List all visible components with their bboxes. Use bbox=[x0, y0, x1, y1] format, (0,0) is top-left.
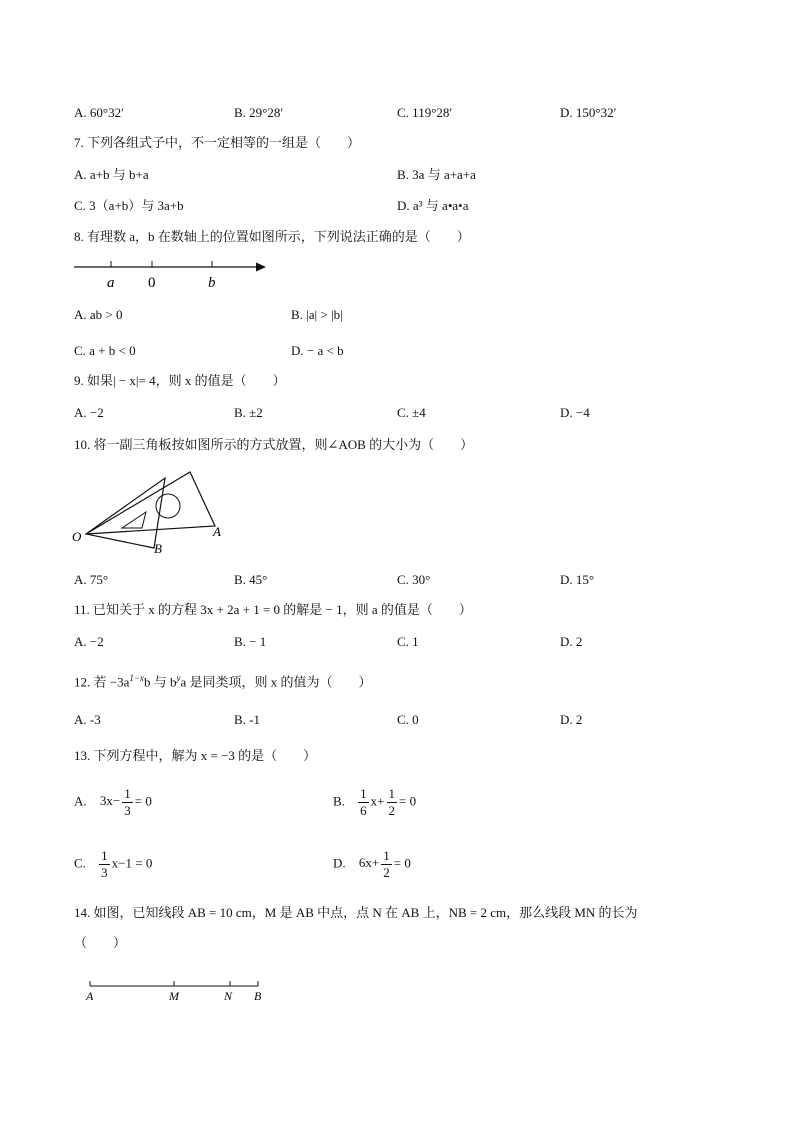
q7-option-d: D. a³ 与 a•a•a bbox=[397, 198, 469, 213]
q13-b-mid: x+ bbox=[370, 793, 385, 809]
q12-stem bbox=[74, 669, 371, 691]
q13-option-b bbox=[333, 786, 416, 819]
q12-option-a: A. -3 bbox=[74, 712, 101, 727]
q13-option-a bbox=[74, 786, 152, 819]
q10-option-b: B. 45° bbox=[234, 572, 268, 587]
q8-option-b: B. |a| > |b| bbox=[291, 307, 343, 322]
q12-exponent-2: y bbox=[176, 673, 181, 683]
q12-stem-pre: 12. 若 −3a bbox=[74, 674, 130, 690]
q13-a-fraction: $\frac{1}{3}$ bbox=[124, 786, 131, 818]
q6-option-c: C. 119°28′ bbox=[397, 105, 453, 120]
q11-option-a: A. −2 bbox=[74, 634, 104, 649]
small-triangle-outline bbox=[86, 478, 165, 548]
q13-c-fraction: $\frac{1}{3}$ bbox=[101, 848, 108, 880]
q8-stem: 8. 有理数 a，b 在数轴上的位置如图所示，下列说法正确的是（ ） bbox=[74, 229, 470, 244]
circle-cutout bbox=[156, 494, 180, 518]
q7-option-b: B. 3a 与 a+a+a bbox=[397, 167, 476, 182]
q13-a-post: = 0 bbox=[134, 793, 152, 809]
q13-c-post: x−1 = 0 bbox=[111, 855, 153, 871]
q8-option-d: D. − a < b bbox=[291, 343, 344, 358]
q8-option-a: A. ab > 0 bbox=[74, 307, 123, 322]
big-triangle-outline bbox=[86, 472, 215, 534]
q8-option-c: C. a + b < 0 bbox=[74, 343, 136, 358]
inner-triangle-cutout bbox=[122, 512, 146, 528]
q10-option-c: C. 30° bbox=[397, 572, 431, 587]
q10-option-a: A. 75° bbox=[74, 572, 109, 587]
q9-option-d: D. −4 bbox=[560, 405, 590, 420]
q13-c-label: C. bbox=[74, 855, 86, 871]
q13-b-post: = 0 bbox=[399, 793, 417, 809]
q13-a-pre: 3x− bbox=[99, 793, 121, 809]
q10-option-d: D. 15° bbox=[560, 572, 595, 587]
label-b: B bbox=[254, 989, 262, 1003]
arrow-head-icon bbox=[256, 263, 266, 272]
line-segment-figure bbox=[82, 978, 272, 1006]
label-b: b bbox=[208, 275, 216, 291]
q9-option-b: B. ±2 bbox=[234, 405, 263, 420]
label-zero: 0 bbox=[148, 275, 156, 291]
q14-stem-continued: （ ） bbox=[74, 935, 127, 950]
label-a: A bbox=[86, 989, 94, 1003]
q12-option-c: C. 0 bbox=[397, 712, 419, 727]
q12-option-d: D. 2 bbox=[560, 712, 583, 727]
label-o: O bbox=[72, 529, 82, 544]
q9-option-a: A. −2 bbox=[74, 405, 104, 420]
q7-option-c: C. 3（a+b）与 3a+b bbox=[74, 198, 184, 213]
q11-option-b: B. − 1 bbox=[234, 634, 267, 649]
q6-option-d: D. 150°32′ bbox=[560, 105, 617, 120]
q6-option-a: A. 60°32′ bbox=[74, 105, 124, 120]
q11-option-c: C. 1 bbox=[397, 634, 419, 649]
label-a: a bbox=[107, 275, 115, 291]
q13-b-fraction-2: $\frac{1}{2}$ bbox=[388, 786, 396, 818]
label-b: B bbox=[154, 541, 162, 556]
q13-stem: 13. 下列方程中，解为 x = −3 的是（ ） bbox=[74, 748, 317, 763]
q13-b-label: B. bbox=[333, 793, 345, 809]
q13-d-fraction: $\frac{1}{2}$ bbox=[383, 848, 390, 880]
q12-stem-mid: b 与 b bbox=[143, 674, 177, 690]
triangle-ruler-figure bbox=[70, 466, 240, 560]
q12-stem-post: a 是同类项，则 x 的值为（ ） bbox=[180, 674, 372, 690]
q12-option-b: B. -1 bbox=[234, 712, 260, 727]
label-n: N bbox=[224, 989, 233, 1003]
q13-a-label: A. bbox=[74, 793, 87, 809]
q13-option-c bbox=[74, 848, 152, 881]
q11-stem: 11. 已知关于 x 的方程 3x + 2a + 1 = 0 的解是 − 1，则 a 的值是（ ） bbox=[74, 602, 472, 617]
q7-stem: 7. 下列各组式子中，不一定相等的一组是（ ） bbox=[74, 135, 361, 150]
q12-exponent-1: 1−x bbox=[129, 673, 144, 683]
q11-option-d: D. 2 bbox=[560, 634, 583, 649]
q13-d-post: = 0 bbox=[393, 855, 411, 871]
q7-option-a: A. a+b 与 b+a bbox=[74, 167, 149, 182]
q9-stem: 9. 如果| − x|= 4，则 x 的值是（ ） bbox=[74, 373, 286, 388]
label-a: A bbox=[213, 524, 221, 539]
q14-stem: 14. 如图，已知线段 AB = 10 cm，M 是 AB 中点，点 N 在 AB 上，NB = 2 cm，那么线段 MN 的长为 bbox=[74, 905, 638, 920]
number-line-figure bbox=[70, 254, 280, 294]
label-m: M bbox=[169, 989, 179, 1003]
q13-option-d bbox=[333, 848, 411, 881]
q9-option-c: C. ±4 bbox=[397, 405, 426, 420]
q13-d-label: D. bbox=[333, 855, 346, 871]
q13-b-fraction-1: $\frac{1}{6}$ bbox=[360, 786, 367, 818]
q10-stem: 10. 将一副三角板按如图所示的方式放置，则∠AOB 的大小为（ ） bbox=[74, 437, 474, 452]
q6-option-b: B. 29°28′ bbox=[234, 105, 284, 120]
q13-d-pre: 6x+ bbox=[358, 855, 380, 871]
